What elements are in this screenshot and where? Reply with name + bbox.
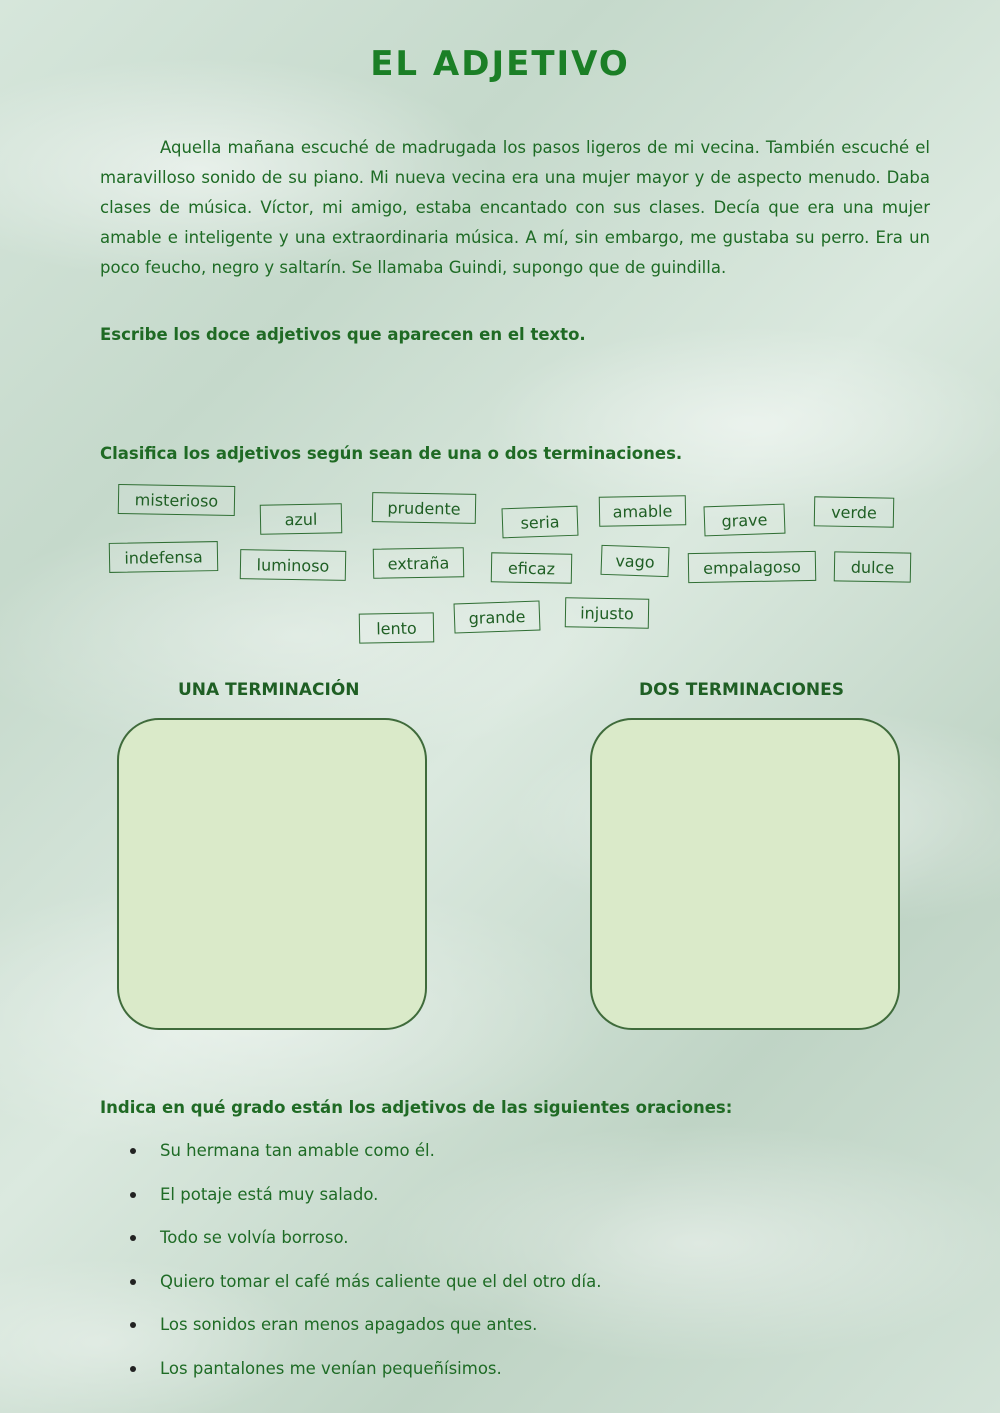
word-tag-luminoso[interactable]: luminoso xyxy=(240,549,347,581)
word-tag-vago[interactable]: vago xyxy=(600,545,669,577)
bullet-icon xyxy=(130,1366,136,1372)
word-tag-indefensa[interactable]: indefensa xyxy=(109,541,219,573)
word-tag-azul[interactable]: azul xyxy=(260,503,343,534)
word-tag-extrana[interactable]: extraña xyxy=(373,547,465,579)
sentence-text: El potaje está muy salado. xyxy=(160,1184,379,1204)
instruction-degree: Indica en qué grado están los adjetivos de las siguientes oraciones: xyxy=(100,1098,733,1117)
sentence-text: Quiero tomar el café más caliente que el del otro día. xyxy=(160,1271,602,1291)
bullet-icon xyxy=(130,1322,136,1328)
word-tag-injusto[interactable]: injusto xyxy=(565,597,650,628)
bullet-icon xyxy=(130,1235,136,1241)
word-tag-lento[interactable]: lento xyxy=(359,612,435,643)
instruction-classify: Clasifica los adjetivos según sean de una o dos terminaciones. xyxy=(100,444,683,463)
word-tag-eficaz[interactable]: eficaz xyxy=(491,552,573,583)
sentence-text: Los pantalones me venían pequeñísimos. xyxy=(160,1358,502,1378)
bullet-icon xyxy=(130,1192,136,1198)
list-item xyxy=(130,1138,601,1182)
drop-zone-dos-terminaciones[interactable] xyxy=(590,718,900,1030)
instruction-write-adjectives: Escribe los doce adjetivos que aparecen en el texto. xyxy=(100,325,586,344)
bullet-icon xyxy=(130,1148,136,1154)
sentence-text: Todo se volvía borroso. xyxy=(160,1228,349,1248)
word-tag-prudente[interactable]: prudente xyxy=(372,492,477,524)
word-tag-grave[interactable]: grave xyxy=(704,504,786,537)
word-tag-empalagoso[interactable]: empalagoso xyxy=(688,551,817,583)
reading-paragraph: Aquella mañana escuché de madrugada los pasos ligeros de mi vecina. También escuché el maravilloso sonido de su piano. Mi nueva vecina era una mujer mayor y de aspecto menudo. Daba clases de música. Víctor, mi amigo, estaba encantado con sus clases. Decía que era una mujer amable e inteligente y una extraordinaria música. A mí, sin embargo, me gustaba su perro. Era un poco feucho, negro y saltarín. Se llamaba Guindi, supongo que de guindilla. xyxy=(100,138,930,277)
drop-zone-una-terminacion[interactable] xyxy=(117,718,427,1030)
word-tag-dulce[interactable]: dulce xyxy=(834,551,912,582)
list-item xyxy=(130,1182,601,1226)
column-heading-dos-terminaciones: DOS TERMINACIONES xyxy=(639,680,844,700)
word-tag-grande[interactable]: grande xyxy=(454,601,541,634)
list-item xyxy=(130,1269,601,1313)
list-item xyxy=(130,1225,601,1269)
word-tag-misterioso[interactable]: misterioso xyxy=(118,484,236,516)
word-tag-verde[interactable]: verde xyxy=(814,496,895,527)
list-item xyxy=(130,1356,601,1400)
word-tag-seria[interactable]: seria xyxy=(501,506,578,539)
list-item xyxy=(130,1312,601,1356)
column-heading-una-terminacion: UNA TERMINACIÓN xyxy=(178,680,360,700)
bullet-icon xyxy=(130,1279,136,1285)
sentence-list xyxy=(130,1138,601,1400)
word-tag-amable[interactable]: amable xyxy=(599,495,687,527)
page-title: EL ADJETIVO xyxy=(370,44,630,84)
sentence-text: Su hermana tan amable como él. xyxy=(160,1141,435,1160)
sentence-text: Los sonidos eran menos apagados que antes. xyxy=(160,1315,538,1335)
